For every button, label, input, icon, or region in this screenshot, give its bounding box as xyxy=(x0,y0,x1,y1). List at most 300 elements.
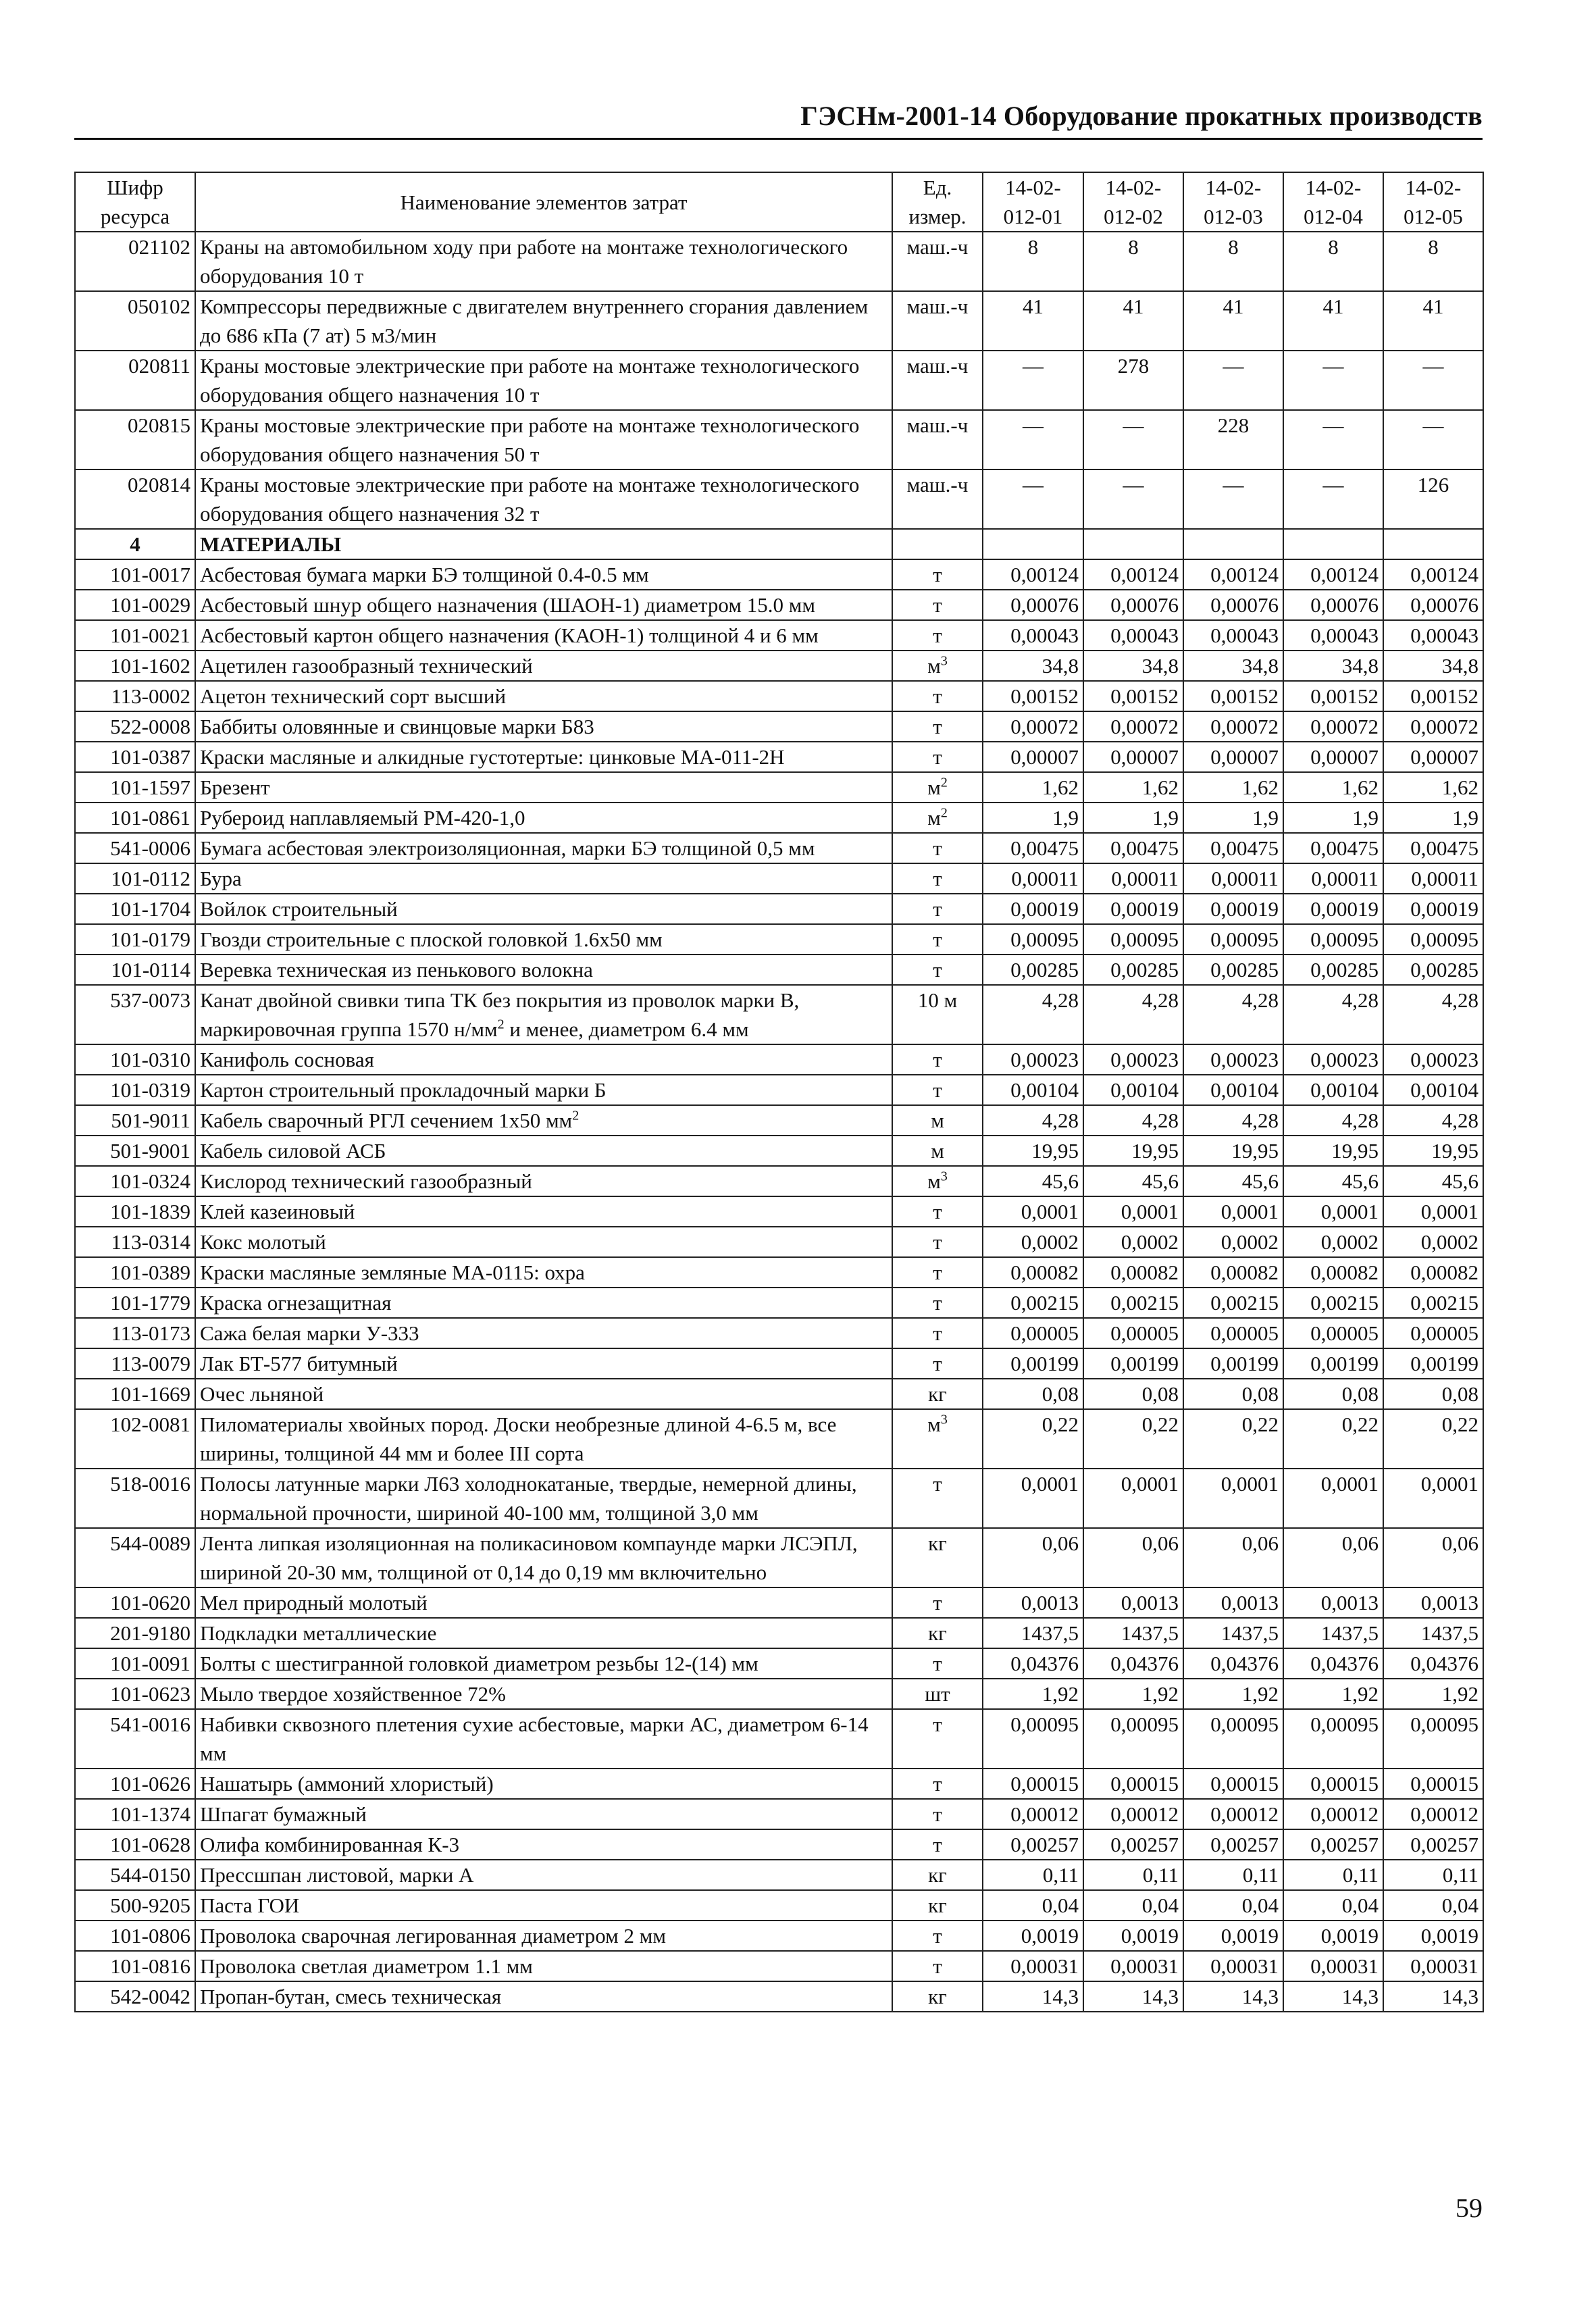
unit-cell xyxy=(892,291,983,351)
table-row xyxy=(75,1044,1483,1075)
resource-name: Краски масляные земляные МА-0115: охра xyxy=(195,1257,892,1288)
value-cell-col-3: 0,00095 xyxy=(1183,1709,1283,1769)
value-cell-col-3: 228 xyxy=(1183,410,1283,469)
value-cell-col-2: 0,00012 xyxy=(1083,1799,1183,1829)
unit-text: шт xyxy=(925,1682,950,1706)
value-cell-col-1: 1,62 xyxy=(983,772,1083,803)
unit-text: т xyxy=(933,1321,942,1345)
value-cell-col-1: 0,06 xyxy=(983,1528,1083,1587)
value-cell-col-2: 0,00076 xyxy=(1083,590,1183,620)
value-cell-col-5: 0,00023 xyxy=(1383,1044,1483,1075)
unit-text: м xyxy=(927,806,941,830)
value-cell-col-5: 0,00043 xyxy=(1383,620,1483,651)
unit-text: кг xyxy=(928,1893,947,1917)
value-cell-col-1: 0,0013 xyxy=(983,1587,1083,1618)
value-cell-col-2: 0,04 xyxy=(1083,1890,1183,1921)
unit-text: т xyxy=(933,1472,942,1496)
resource-name: Картон строительный прокладочный марки Б xyxy=(195,1075,892,1105)
resource-name: Клей казеиновый xyxy=(195,1196,892,1227)
table-row xyxy=(75,1951,1483,1981)
value-cell-col-4: 0,00012 xyxy=(1283,1799,1383,1829)
resource-code: 101-0310 xyxy=(75,1044,195,1075)
unit-text: м xyxy=(927,1169,941,1193)
value-cell-col-2: 1437,5 xyxy=(1083,1618,1183,1648)
table-row xyxy=(75,410,1483,469)
value-cell-col-2: 0,11 xyxy=(1083,1860,1183,1890)
unit-cell xyxy=(892,559,983,590)
value-cell-col-3: 0,00076 xyxy=(1183,590,1283,620)
value-cell-col-4: 41 xyxy=(1283,291,1383,351)
value-cell-col-2: 0,00031 xyxy=(1083,1951,1183,1981)
value-cell-col-5: 0,00019 xyxy=(1383,894,1483,924)
unit-text: т xyxy=(933,684,942,708)
unit-cell xyxy=(892,1166,983,1196)
value-cell-col-1: 45,6 xyxy=(983,1166,1083,1196)
unit-cell xyxy=(892,863,983,894)
resource-name: Мыло твердое хозяйственное 72% xyxy=(195,1679,892,1709)
resource-code: 101-0623 xyxy=(75,1679,195,1709)
value-cell-col-2: — xyxy=(1083,469,1183,529)
value-cell-col-3: 0,08 xyxy=(1183,1379,1283,1409)
unit-text: маш.-ч xyxy=(906,235,969,259)
value-cell-col-3: 1,62 xyxy=(1183,772,1283,803)
unit-text: т xyxy=(933,593,942,617)
value-cell-col-4: 0,00152 xyxy=(1283,681,1383,711)
value-cell-col-1: 1,92 xyxy=(983,1679,1083,1709)
table-row xyxy=(75,863,1483,894)
table-row xyxy=(75,1196,1483,1227)
value-cell-col-4: 0,0013 xyxy=(1283,1587,1383,1618)
value-cell-col-2: 0,0001 xyxy=(1083,1469,1183,1528)
value-cell-col-3 xyxy=(1183,529,1283,559)
table-body xyxy=(75,232,1483,2012)
value-cell-col-5: 0,00082 xyxy=(1383,1257,1483,1288)
value-cell-col-3: 45,6 xyxy=(1183,1166,1283,1196)
resource-code: 101-0806 xyxy=(75,1921,195,1951)
resource-name: Краски масляные и алкидные густотертые: цинковые МА-011-2Н xyxy=(195,742,892,772)
resource-code: 101-0112 xyxy=(75,863,195,894)
resource-code: 113-0079 xyxy=(75,1348,195,1379)
value-cell-col-1: 0,04376 xyxy=(983,1648,1083,1679)
resource-name: Асбестовый картон общего назначения (КАОН-1) толщиной 4 и 6 мм xyxy=(195,620,892,651)
value-cell-col-4: 0,00475 xyxy=(1283,833,1383,863)
value-cell-col-3: 0,00043 xyxy=(1183,620,1283,651)
resource-code: 101-0319 xyxy=(75,1075,195,1105)
value-cell-col-5: 45,6 xyxy=(1383,1166,1483,1196)
unit-text: м xyxy=(931,1139,944,1163)
table-row xyxy=(75,1075,1483,1105)
value-cell-col-4: 0,00257 xyxy=(1283,1829,1383,1860)
unit-text: кг xyxy=(928,1863,947,1887)
unit-cell xyxy=(892,1648,983,1679)
unit-superscript: 2 xyxy=(940,805,948,821)
value-cell-col-4: 19,95 xyxy=(1283,1136,1383,1166)
unit-cell xyxy=(892,1288,983,1318)
resource-name: Компрессоры передвижные с двигателем внутреннего сгорания давлением до 686 кПа (7 ат) 5 м3/мин xyxy=(195,291,892,351)
value-cell-col-2: 0,00011 xyxy=(1083,863,1183,894)
unit-cell xyxy=(892,1890,983,1921)
unit-cell xyxy=(892,1075,983,1105)
value-cell-col-2: 1,92 xyxy=(1083,1679,1183,1709)
unit-text: т xyxy=(933,1591,942,1615)
value-cell-col-5: 0,0019 xyxy=(1383,1921,1483,1951)
value-cell-col-5: 0,00011 xyxy=(1383,863,1483,894)
unit-cell xyxy=(892,1860,983,1890)
resource-code: 020815 xyxy=(75,410,195,469)
value-cell-col-4: — xyxy=(1283,351,1383,410)
table-row xyxy=(75,1379,1483,1409)
value-cell-col-3: 0,00215 xyxy=(1183,1288,1283,1318)
value-cell-col-5: 1437,5 xyxy=(1383,1618,1483,1648)
value-cell-col-3: 0,22 xyxy=(1183,1409,1283,1469)
value-cell-col-3: 0,00199 xyxy=(1183,1348,1283,1379)
value-cell-col-4: 0,00023 xyxy=(1283,1044,1383,1075)
value-cell-col-5: 0,0013 xyxy=(1383,1587,1483,1618)
section-row xyxy=(75,529,1483,559)
value-cell-col-1: 0,00104 xyxy=(983,1075,1083,1105)
value-cell-col-2: 0,00285 xyxy=(1083,955,1183,985)
value-cell-col-5: 0,00076 xyxy=(1383,590,1483,620)
unit-text: т xyxy=(933,867,942,890)
value-cell-col-4: 0,11 xyxy=(1283,1860,1383,1890)
value-cell-col-5: 0,22 xyxy=(1383,1409,1483,1469)
table-row xyxy=(75,833,1483,863)
resource-name: Сажа белая марки У-333 xyxy=(195,1318,892,1348)
resource-name: Краны на автомобильном ходу при работе на монтаже технологического оборудования 10 т xyxy=(195,232,892,291)
resource-name: Подкладки металлические xyxy=(195,1618,892,1648)
value-cell-col-1: 1,9 xyxy=(983,803,1083,833)
unit-cell xyxy=(892,772,983,803)
col-header-code: Шифр ресурса xyxy=(75,172,195,232)
value-cell-col-4: 0,00095 xyxy=(1283,924,1383,955)
resource-name: Брезент xyxy=(195,772,892,803)
table-row xyxy=(75,1890,1483,1921)
value-cell-col-2: 0,0013 xyxy=(1083,1587,1183,1618)
value-cell-col-3: 0,00019 xyxy=(1183,894,1283,924)
resource-code: 541-0016 xyxy=(75,1709,195,1769)
value-cell-col-5: 0,00005 xyxy=(1383,1318,1483,1348)
table-row xyxy=(75,1679,1483,1709)
table-row xyxy=(75,590,1483,620)
value-cell-col-3: 0,00031 xyxy=(1183,1951,1283,1981)
value-cell-col-3: 0,06 xyxy=(1183,1528,1283,1587)
value-cell-col-1: 0,00095 xyxy=(983,1709,1083,1769)
value-cell-col-1: 0,0001 xyxy=(983,1469,1083,1528)
value-cell-col-1: 0,22 xyxy=(983,1409,1083,1469)
unit-cell xyxy=(892,1829,983,1860)
unit-cell xyxy=(892,803,983,833)
value-cell-col-1: 0,0001 xyxy=(983,1196,1083,1227)
value-cell-col-4: 4,28 xyxy=(1283,985,1383,1044)
value-cell-col-4: 14,3 xyxy=(1283,1981,1383,2012)
value-cell-col-1: 0,00095 xyxy=(983,924,1083,955)
unit-superscript: 3 xyxy=(940,1412,948,1427)
value-cell-col-1: 0,00257 xyxy=(983,1829,1083,1860)
value-cell-col-3: 0,00011 xyxy=(1183,863,1283,894)
value-cell-col-5: 0,00124 xyxy=(1383,559,1483,590)
table-row xyxy=(75,1829,1483,1860)
resource-name: Шпагат бумажный xyxy=(195,1799,892,1829)
value-cell-col-2: 0,00152 xyxy=(1083,681,1183,711)
table-header-row xyxy=(75,172,1483,232)
unit-cell xyxy=(892,1379,983,1409)
value-cell-col-2: 0,00215 xyxy=(1083,1288,1183,1318)
resource-code: 4 xyxy=(75,529,195,559)
value-cell-col-3: 0,00095 xyxy=(1183,924,1283,955)
value-cell-col-5: — xyxy=(1383,410,1483,469)
value-cell-col-5: 0,00072 xyxy=(1383,711,1483,742)
unit-text: т xyxy=(933,1078,942,1102)
value-cell-col-4: 0,00011 xyxy=(1283,863,1383,894)
value-cell-col-3: 0,00072 xyxy=(1183,711,1283,742)
resource-code: 201-9180 xyxy=(75,1618,195,1648)
resource-name: Кокс молотый xyxy=(195,1227,892,1257)
value-cell-col-4: 0,00215 xyxy=(1283,1288,1383,1318)
value-cell-col-5: 0,00104 xyxy=(1383,1075,1483,1105)
resource-code: 101-0029 xyxy=(75,590,195,620)
value-cell-col-4: 0,00031 xyxy=(1283,1951,1383,1981)
resource-name: Паста ГОИ xyxy=(195,1890,892,1921)
value-cell-col-2: 0,00095 xyxy=(1083,1709,1183,1769)
value-cell-col-4: 0,00082 xyxy=(1283,1257,1383,1288)
value-cell-col-2: 0,00475 xyxy=(1083,833,1183,863)
value-cell-col-5: 0,00257 xyxy=(1383,1829,1483,1860)
unit-cell xyxy=(892,1469,983,1528)
value-cell-col-4: — xyxy=(1283,410,1383,469)
resource-name: Олифа комбинированная К-3 xyxy=(195,1829,892,1860)
value-cell-col-2: 0,22 xyxy=(1083,1409,1183,1469)
unit-cell xyxy=(892,1105,983,1136)
value-cell-col-5: 19,95 xyxy=(1383,1136,1483,1166)
value-cell-col-5: 0,06 xyxy=(1383,1528,1483,1587)
value-cell-col-2: 45,6 xyxy=(1083,1166,1183,1196)
unit-cell xyxy=(892,1528,983,1587)
value-cell-col-5: 1,9 xyxy=(1383,803,1483,833)
table-row xyxy=(75,1348,1483,1379)
resource-code: 501-9001 xyxy=(75,1136,195,1166)
unit-text: 10 м xyxy=(917,988,958,1012)
value-cell-col-2: 0,00043 xyxy=(1083,620,1183,651)
resource-name: Бура xyxy=(195,863,892,894)
value-cell-col-3: 0,0013 xyxy=(1183,1587,1283,1618)
table-row xyxy=(75,985,1483,1044)
table-row xyxy=(75,1227,1483,1257)
resource-code: 518-0016 xyxy=(75,1469,195,1528)
col-header-name: Наименование элементов затрат xyxy=(195,172,892,232)
table-row xyxy=(75,1166,1483,1196)
value-cell-col-2: 0,00015 xyxy=(1083,1769,1183,1799)
value-cell-col-4: 4,28 xyxy=(1283,1105,1383,1136)
value-cell-col-3: 0,00104 xyxy=(1183,1075,1283,1105)
value-cell-col-2: 19,95 xyxy=(1083,1136,1183,1166)
resource-name: МАТЕРИАЛЫ xyxy=(195,529,892,559)
value-cell-col-4: 0,00015 xyxy=(1283,1769,1383,1799)
resource-name: Краны мостовые электрические при работе на монтаже технологического оборудования общего назначения 32 т xyxy=(195,469,892,529)
value-cell-col-1: 0,00007 xyxy=(983,742,1083,772)
value-cell-col-4: 0,00124 xyxy=(1283,559,1383,590)
unit-cell xyxy=(892,1981,983,2012)
value-cell-col-1 xyxy=(983,529,1083,559)
table-row xyxy=(75,1921,1483,1951)
value-cell-col-4: 0,04376 xyxy=(1283,1648,1383,1679)
resource-code: 101-0620 xyxy=(75,1587,195,1618)
value-cell-col-1: 4,28 xyxy=(983,985,1083,1044)
resource-name: Канифоль сосновая xyxy=(195,1044,892,1075)
value-cell-col-3: 4,28 xyxy=(1183,1105,1283,1136)
value-cell-col-5: 0,0001 xyxy=(1383,1196,1483,1227)
unit-cell xyxy=(892,620,983,651)
superscript: 2 xyxy=(572,1108,580,1123)
unit-cell xyxy=(892,529,983,559)
value-cell-col-1: 0,00199 xyxy=(983,1348,1083,1379)
resource-code: 101-0628 xyxy=(75,1829,195,1860)
resource-code: 500-9205 xyxy=(75,1890,195,1921)
unit-text: маш.-ч xyxy=(906,413,969,437)
unit-text: т xyxy=(933,1712,942,1736)
resource-code: 537-0073 xyxy=(75,985,195,1044)
table-row xyxy=(75,1648,1483,1679)
resource-code: 101-0179 xyxy=(75,924,195,955)
value-cell-col-4: 0,00007 xyxy=(1283,742,1383,772)
resource-name: Краска огнезащитная xyxy=(195,1288,892,1318)
resource-code: 544-0150 xyxy=(75,1860,195,1890)
unit-text: т xyxy=(933,1772,942,1796)
value-cell-col-3: 0,00152 xyxy=(1183,681,1283,711)
table-row xyxy=(75,1136,1483,1166)
unit-superscript: 3 xyxy=(940,653,948,669)
unit-text: т xyxy=(933,1261,942,1284)
resource-name: Рубероид наплавляемый РМ-420-1,0 xyxy=(195,803,892,833)
value-cell-col-4: 0,00072 xyxy=(1283,711,1383,742)
unit-text: кг xyxy=(928,1621,947,1645)
value-cell-col-4: — xyxy=(1283,469,1383,529)
value-cell-col-3: 0,00023 xyxy=(1183,1044,1283,1075)
table-row xyxy=(75,681,1483,711)
value-cell-col-5: 0,00095 xyxy=(1383,1709,1483,1769)
value-cell-col-3: 0,00012 xyxy=(1183,1799,1283,1829)
unit-cell xyxy=(892,833,983,863)
value-cell-col-5: 126 xyxy=(1383,469,1483,529)
value-cell-col-5: 0,00015 xyxy=(1383,1769,1483,1799)
value-cell-col-5: 0,0002 xyxy=(1383,1227,1483,1257)
unit-cell xyxy=(892,590,983,620)
value-cell-col-5: 0,00152 xyxy=(1383,681,1483,711)
value-cell-col-2: 0,00007 xyxy=(1083,742,1183,772)
value-cell-col-3: 1437,5 xyxy=(1183,1618,1283,1648)
value-cell-col-1: 0,00011 xyxy=(983,863,1083,894)
table-row xyxy=(75,1105,1483,1136)
value-cell-col-3: 0,04376 xyxy=(1183,1648,1283,1679)
value-cell-col-1: 0,00475 xyxy=(983,833,1083,863)
value-cell-col-5: — xyxy=(1383,351,1483,410)
unit-cell xyxy=(892,1679,983,1709)
unit-cell xyxy=(892,894,983,924)
value-cell-col-3: 0,00007 xyxy=(1183,742,1283,772)
value-cell-col-1: 0,00043 xyxy=(983,620,1083,651)
resource-name: Болты с шестигранной головкой диаметром резьбы 12-(14) мм xyxy=(195,1648,892,1679)
resource-name: Набивки сквозного плетения сухие асбестовые, марки АС, диаметром 6-14 мм xyxy=(195,1709,892,1769)
value-cell-col-1: 0,00124 xyxy=(983,559,1083,590)
unit-text: т xyxy=(933,1833,942,1856)
unit-text: маш.-ч xyxy=(906,473,969,497)
unit-text: кг xyxy=(928,1382,947,1406)
value-cell-col-2: 278 xyxy=(1083,351,1183,410)
resource-name: Проволока светлая диаметром 1.1 мм xyxy=(195,1951,892,1981)
value-cell-col-1: 0,00072 xyxy=(983,711,1083,742)
value-cell-col-4: 0,0002 xyxy=(1283,1227,1383,1257)
resource-code: 101-0091 xyxy=(75,1648,195,1679)
value-cell-col-5: 0,00095 xyxy=(1383,924,1483,955)
table-row xyxy=(75,894,1483,924)
value-cell-col-3: 1,9 xyxy=(1183,803,1283,833)
resource-name: Мел природный молотый xyxy=(195,1587,892,1618)
value-cell-col-5: 0,04376 xyxy=(1383,1648,1483,1679)
value-cell-col-4: 34,8 xyxy=(1283,651,1383,681)
value-cell-col-2: 0,00104 xyxy=(1083,1075,1183,1105)
value-cell-col-1: 0,00285 xyxy=(983,955,1083,985)
value-cell-col-3: — xyxy=(1183,351,1283,410)
resource-name: Краны мостовые электрические при работе на монтаже технологического оборудования общего назначения 50 т xyxy=(195,410,892,469)
value-cell-col-4: 1,92 xyxy=(1283,1679,1383,1709)
unit-cell xyxy=(892,924,983,955)
resource-code: 101-1669 xyxy=(75,1379,195,1409)
page-header-title: ГЭСНм-2001-14 Оборудование прокатных производств xyxy=(800,101,1483,131)
unit-cell xyxy=(892,1709,983,1769)
value-cell-col-2: 0,00124 xyxy=(1083,559,1183,590)
value-cell-col-5: 1,92 xyxy=(1383,1679,1483,1709)
value-cell-col-1: 0,0002 xyxy=(983,1227,1083,1257)
value-cell-col-1: 0,04 xyxy=(983,1890,1083,1921)
value-cell-col-1: — xyxy=(983,351,1083,410)
table-row xyxy=(75,924,1483,955)
resource-code: 101-1704 xyxy=(75,894,195,924)
value-cell-col-2: 0,0001 xyxy=(1083,1196,1183,1227)
unit-cell xyxy=(892,1618,983,1648)
value-cell-col-5: 0,00215 xyxy=(1383,1288,1483,1318)
value-cell-col-5: 0,04 xyxy=(1383,1890,1483,1921)
unit-text: т xyxy=(933,897,942,921)
value-cell-col-2: 14,3 xyxy=(1083,1981,1183,2012)
unit-text: т xyxy=(933,1230,942,1254)
value-cell-col-1: — xyxy=(983,469,1083,529)
resource-code: 050102 xyxy=(75,291,195,351)
table-row xyxy=(75,1981,1483,2012)
unit-text: т xyxy=(933,1802,942,1826)
col-header-unit: Ед. измер. xyxy=(892,172,983,232)
value-cell-col-5 xyxy=(1383,529,1483,559)
unit-text: т xyxy=(933,1652,942,1675)
unit-cell xyxy=(892,1587,983,1618)
table-row xyxy=(75,1709,1483,1769)
unit-text: маш.-ч xyxy=(906,295,969,318)
value-cell-col-1: 0,00023 xyxy=(983,1044,1083,1075)
resource-name: Полосы латунные марки Л63 холоднокатаные, твердые, немерной длины, нормальной прочности, шириной 40-100 мм, толщиной 3,0 мм xyxy=(195,1469,892,1528)
unit-text: кг xyxy=(928,1985,947,2008)
value-cell-col-5: 0,08 xyxy=(1383,1379,1483,1409)
value-cell-col-4: 8 xyxy=(1283,232,1383,291)
value-cell-col-1: 0,00012 xyxy=(983,1799,1083,1829)
value-cell-col-4: 0,00043 xyxy=(1283,620,1383,651)
superscript: 2 xyxy=(497,1017,505,1032)
unit-text: м xyxy=(927,776,941,799)
resource-code: 501-9011 xyxy=(75,1105,195,1136)
value-cell-col-1: 8 xyxy=(983,232,1083,291)
value-cell-col-4 xyxy=(1283,529,1383,559)
resource-code: 101-0626 xyxy=(75,1769,195,1799)
resource-code: 113-0173 xyxy=(75,1318,195,1348)
value-cell-col-1: 0,08 xyxy=(983,1379,1083,1409)
value-cell-col-4: 0,0001 xyxy=(1283,1469,1383,1528)
